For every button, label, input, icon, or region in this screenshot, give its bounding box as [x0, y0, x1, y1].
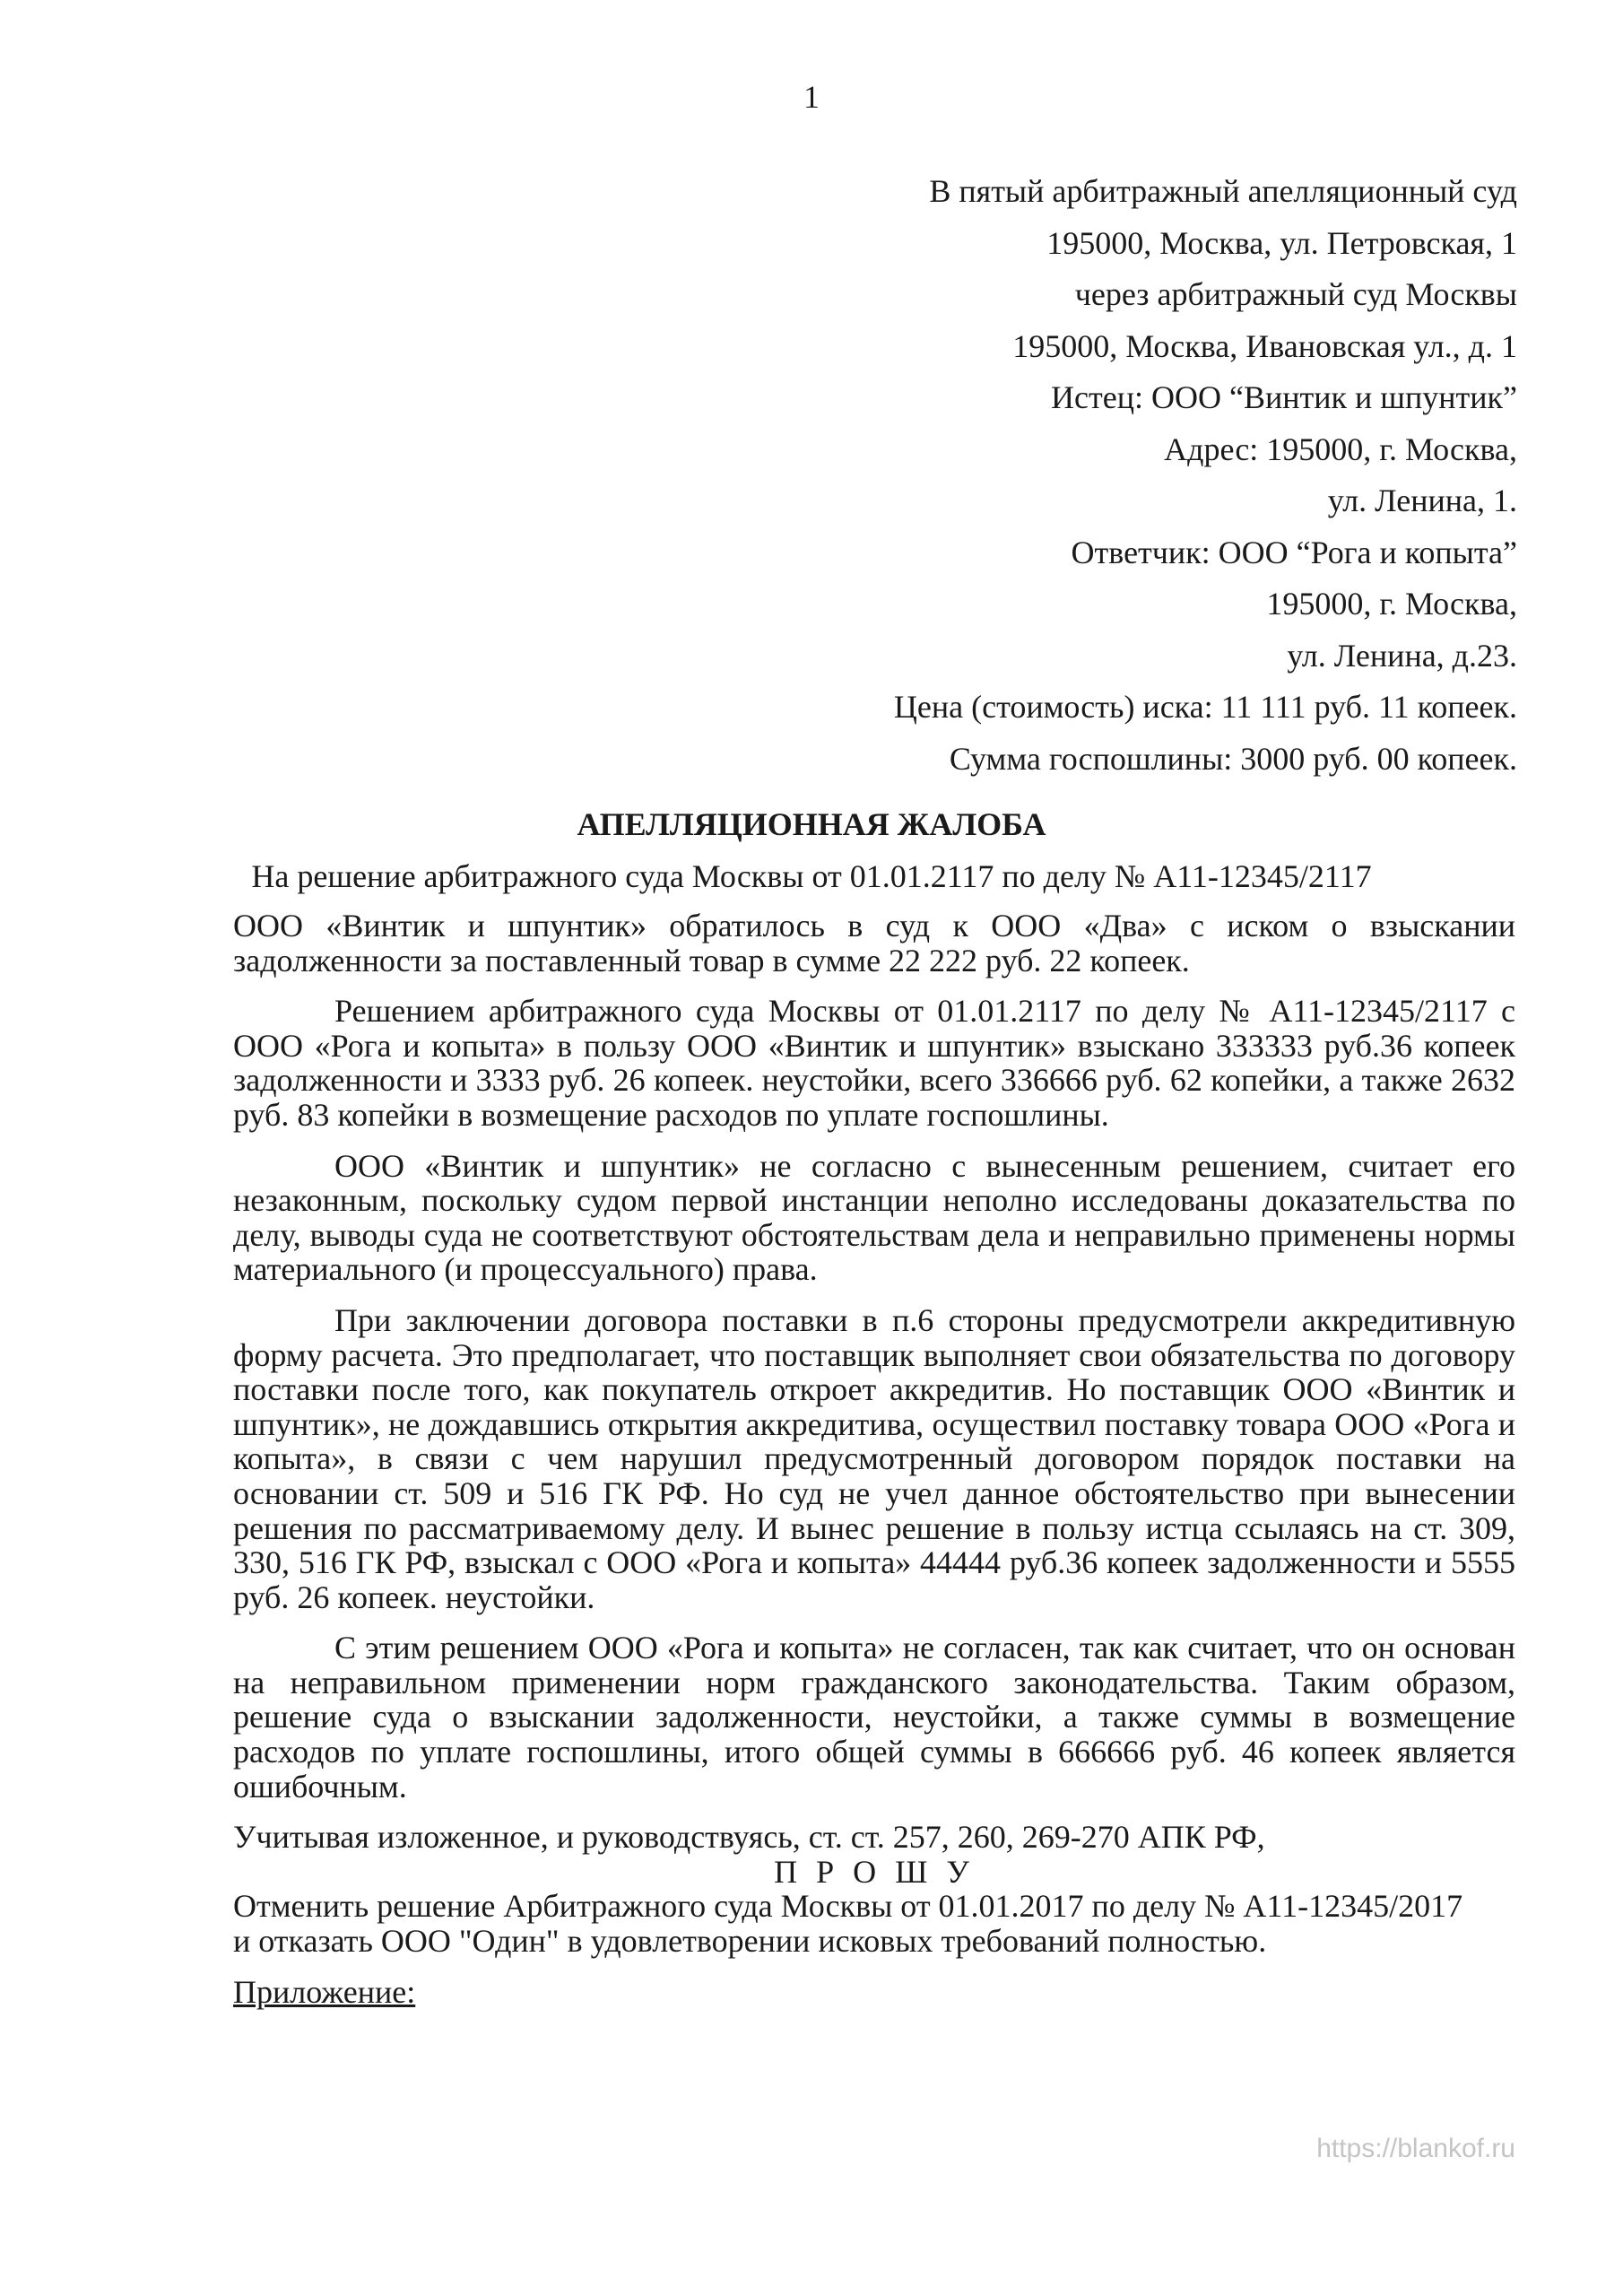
request-line-2: и отказать ООО "Один" в удовлетворении исковых требований полностью. [233, 1923, 1267, 1960]
defendant-address-line-1: 195000, г. Москва, [1266, 586, 1517, 622]
watermark: https://blankof.ru [1316, 2134, 1515, 2163]
paragraph-disagreement: ООО «Винтик и шпунтик» не согласно с вынесенным решением, считает его незаконным, поскольку судом первой инстанции неполно исследованы доказательства по делу, выводы суда не соответствуют обстоятельствам дела и неправильно применены нормы материального (и процессуального) права. [233, 1147, 1515, 1288]
document-subject: На решение арбитражного суда Москвы от 01.01.2117 по делу № А11-12345/2117 [251, 858, 1372, 894]
via-court: через арбитражный суд Москвы [1074, 276, 1517, 312]
defendant-name: Ответчик: ООО “Рога и копыта” [1071, 534, 1517, 570]
claim-value: Цена (стоимость) иска: 11 111 руб. 11 копеек. [893, 689, 1517, 725]
court-name: В пятый арбитражный апелляционный суд [929, 173, 1517, 209]
via-court-address: 195000, Москва, Ивановская ул., д. 1 [1012, 327, 1517, 364]
appendix-label: Приложение: [233, 1973, 416, 2010]
page-number: 1 [803, 79, 820, 115]
paragraph-contract-terms: При заключении договора поставки в п.6 стороны предусмотрели аккредитивную форму расчета. Это предполагает, что поставщик выполняет свои обязательства по договору поставки после того, как покупатель откроет аккредитив. Но поставщик ООО «Винтик и шпунтик», не дождавшись открытия аккредитива, осуществил поставку товара ООО «Рога и копыта», в связи с чем нарушил предусмотренный договором порядок поставки на основании ст. 509 и 516 ГК РФ. Но суд не учел данное обстоятельство при вынесении решения по рассматриваемому делу. И вынес решение в пользу истца ссылаясь на ст. 309, 330, 516 ГК РФ, взыскал с ООО «Рога и копыта» 44444 руб.36 копеек задолженности и 5555 руб. 26 копеек. неустойки. [233, 1301, 1515, 1615]
state-fee: Сумма госпошлины: 3000 руб. 00 копеек. [949, 740, 1517, 777]
paragraph-decision: Решением арбитражного суда Москвы от 01.01.2117 по делу № А11-12345/2117 с ООО «Рога и копыта» в пользу ООО «Винтик и шпунтик» взыскано 333333 руб.36 копеек задолженности и 3333 руб. 26 копеек. неустойки, всего 336666 руб. 62 копейки, а также 2632 руб. 83 копейки в возмещение расходов по уплате госпошлины. [233, 993, 1515, 1133]
paragraph-claim: ООО «Винтик и шпунтик» обратилось в суд к ООО «Два» с иском о взыскании задолженности за поставленный товар в сумме 22 222 руб. 22 копеек. [233, 908, 1515, 978]
court-address: 195000, Москва, ул. Петровская, 1 [1046, 224, 1517, 261]
request-heading: П Р О Ш У [774, 1853, 975, 1890]
defendant-address-line-2: ул. Ленина, д.23. [1287, 637, 1517, 674]
request-line-1: Отменить решение Арбитражного суда Москвы от 01.01.2017 по делу № А11-12345/2017 [233, 1888, 1463, 1925]
considering-line: Учитывая изложенное, и руководствуясь, ст. ст. 257, 260, 269-270 АПК РФ, [233, 1819, 1265, 1856]
addressee-block [352, 166, 1517, 785]
plaintiff-address-line-2: ул. Ленина, 1. [1327, 483, 1517, 518]
document-title: АПЕЛЛЯЦИОННАЯ ЖАЛОБА [577, 806, 1046, 842]
paragraph-conclusion: С этим решением ООО «Рога и копыта» не согласен, так как считает, что он основан на неправильном применении норм гражданского законодательства. Таким образом, решение суда о взыскании задолженности, неустойки, а также суммы в возмещение расходов по уплате госпошлины, итого общей суммы в 666666 руб. 46 копеек является ошибочным. [233, 1630, 1515, 1805]
plaintiff-name: Истец: ООО “Винтик и шпунтик” [1051, 379, 1517, 415]
plaintiff-address-line-1: Адрес: 195000, г. Москва, [1164, 430, 1517, 467]
document-body [233, 909, 1515, 2009]
